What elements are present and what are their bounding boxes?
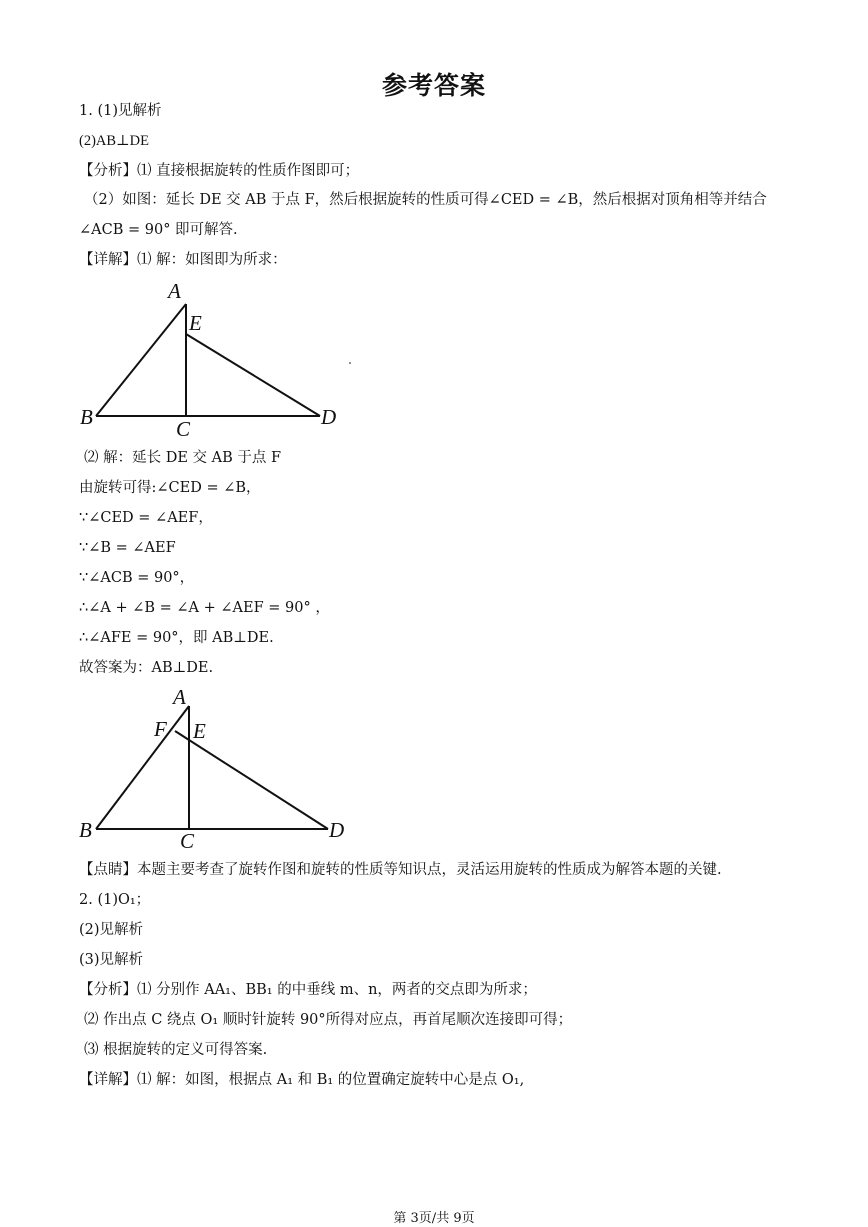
analysis-2: （2）如图：延长 DE 交 AB 于点 F，然后根据旋转的性质可得∠CED = ∠B，然后根据对顶角相等并结合: [84, 192, 767, 208]
step-6: ∴∠AFE = 90°，即 AB⊥DE.: [79, 630, 274, 646]
answer-1-part-2: (2)AB⊥DE: [79, 133, 150, 149]
analysis-2-1: 【分析】⑴ 分别作 AA₁、BB₁ 的中垂线 m、n，两者的交点即为所求；: [79, 982, 537, 998]
step-2: ∵∠CED = ∠AEF，: [79, 510, 213, 526]
label-D: D: [321, 405, 337, 429]
page-title: 参考答案: [381, 71, 486, 100]
answer-1-heading: 1. (1)见解析: [79, 103, 162, 119]
analysis-1: 【分析】⑴ 直接根据旋转的性质作图即可；: [79, 163, 360, 179]
answer-2-part-2: (2)见解析: [79, 922, 144, 938]
analysis-2-3: ⑶ 根据旋转的定义可得答案.: [84, 1042, 268, 1058]
analysis-2-cont: ∠ACB = 90° 即可解答.: [79, 222, 238, 238]
answer-2-heading: 2. (1)O₁；: [79, 892, 151, 908]
answer-2-part-3: (3)见解析: [79, 952, 144, 968]
label-A: A: [168, 279, 181, 303]
step-5: ∴∠A + ∠B = ∠A + ∠AEF = 90° ，: [79, 600, 330, 616]
comment: 【点睛】本题主要考查了旋转作图和旋转的性质等知识点，灵活运用旋转的性质成为解答本题的关键.: [79, 862, 722, 878]
detail-1: 【详解】⑴ 解：如图即为所求：: [79, 252, 287, 268]
label-F: F: [154, 717, 167, 741]
label-E: E: [193, 719, 206, 743]
detail-2-1: 【详解】⑴ 解：如图，根据点 A₁ 和 B₁ 的位置确定旋转中心是点 O₁,: [79, 1072, 525, 1088]
triangle-figure-1: [78, 280, 368, 445]
step-4: ∵∠ACB = 90°，: [79, 570, 195, 586]
label-C: C: [180, 829, 195, 853]
step-1: 由旋转可得:∠CED = ∠B，: [79, 480, 261, 496]
analysis-2-2: ⑵ 作出点 C 绕点 O₁ 顺时针旋转 90°所得对应点，再首尾顺次连接即可得；: [84, 1012, 573, 1028]
label-B: B: [80, 405, 93, 429]
page-footer: 第 3页/共 9页: [393, 1211, 475, 1226]
label-D: D: [329, 818, 345, 842]
answer-conclusion: 故答案为：AB⊥DE.: [79, 660, 214, 676]
triangle-figure-2: [76, 684, 376, 854]
label-A: A: [173, 685, 186, 709]
label-E: E: [189, 311, 202, 335]
detail-2: ⑵ 解：延长 DE 交 AB 于点 F: [84, 450, 282, 466]
label-C: C: [176, 417, 191, 441]
label-B: B: [79, 818, 92, 842]
step-3: ∵∠B = ∠AEF: [79, 540, 176, 556]
